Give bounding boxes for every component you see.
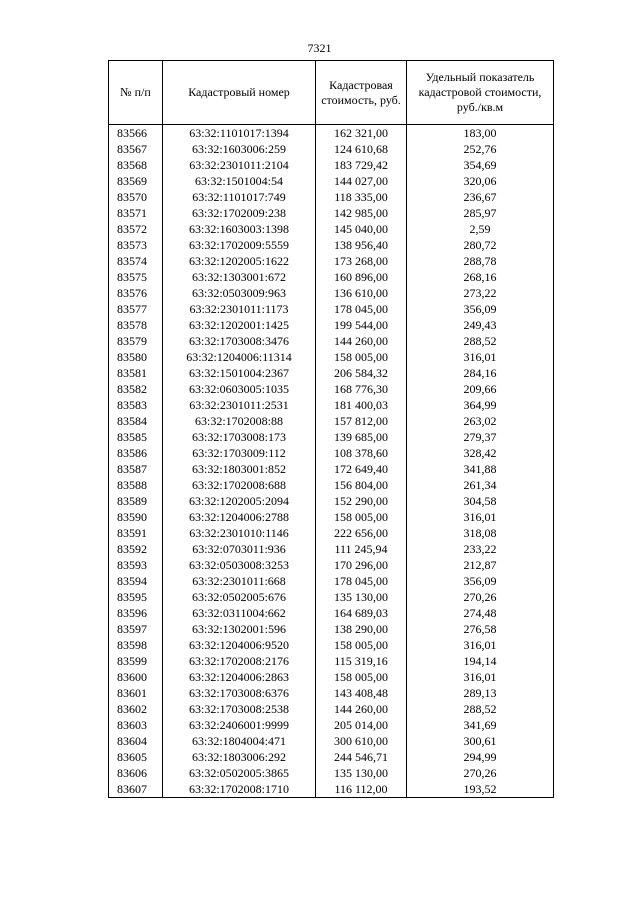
cadastral-number-cell: 63:32:1202005:2094: [163, 493, 316, 509]
specific-value-cell: 276,58: [407, 621, 554, 637]
cadastral-value-cell: 158 005,00: [316, 669, 407, 685]
row-number-cell: 83575: [109, 269, 163, 285]
table-row: [109, 733, 554, 749]
specific-value-cell: 316,01: [407, 669, 554, 685]
table-row: [109, 493, 554, 509]
table-row: [109, 269, 554, 285]
row-number-cell: 83589: [109, 493, 163, 509]
specific-value-cell: 270,26: [407, 589, 554, 605]
cadastral-number-cell: 63:32:1703008:173: [163, 429, 316, 445]
specific-value-cell: 354,69: [407, 157, 554, 173]
table-row: [109, 781, 554, 798]
table-header-row: [109, 61, 554, 125]
cadastral-number-cell: 63:32:1702008:2176: [163, 653, 316, 669]
cadastral-number-cell: 63:32:1703008:3476: [163, 333, 316, 349]
cadastral-number-cell: 63:32:1101017:749: [163, 189, 316, 205]
table-row: [109, 349, 554, 365]
cadastral-value-cell: 157 812,00: [316, 413, 407, 429]
table-row: [109, 621, 554, 637]
row-number-cell: 83569: [109, 173, 163, 189]
cadastral-number-cell: 63:32:0502005:676: [163, 589, 316, 605]
row-number-cell: 83604: [109, 733, 163, 749]
row-number-cell: 83600: [109, 669, 163, 685]
specific-value-cell: 252,76: [407, 141, 554, 157]
row-number-cell: 83599: [109, 653, 163, 669]
row-number-cell: 83597: [109, 621, 163, 637]
table-row: [109, 173, 554, 189]
row-number-cell: 83572: [109, 221, 163, 237]
specific-value-cell: 300,61: [407, 733, 554, 749]
cadastral-value-cell: 164 689,03: [316, 605, 407, 621]
cadastral-number-cell: 63:32:1702008:688: [163, 477, 316, 493]
table-row: [109, 157, 554, 173]
specific-value-cell: 285,97: [407, 205, 554, 221]
cadastral-number-cell: 63:32:1303001:672: [163, 269, 316, 285]
page-number: 7321: [307, 41, 332, 55]
row-number-cell: 83566: [109, 125, 163, 142]
specific-value-cell: 320,06: [407, 173, 554, 189]
cadastral-value-cell: 116 112,00: [316, 781, 407, 798]
table-row: [109, 637, 554, 653]
cadastral-value-cell: 222 656,00: [316, 525, 407, 541]
cadastral-value-cell: 138 290,00: [316, 621, 407, 637]
specific-value-cell: 294,99: [407, 749, 554, 765]
table-row: [109, 141, 554, 157]
specific-value-cell: 288,52: [407, 333, 554, 349]
specific-value-cell: 212,87: [407, 557, 554, 573]
row-number-cell: 83593: [109, 557, 163, 573]
table-row: [109, 525, 554, 541]
row-number-cell: 83570: [109, 189, 163, 205]
cadastral-value-cell: 300 610,00: [316, 733, 407, 749]
row-number-cell: 83574: [109, 253, 163, 269]
specific-value-cell: 364,99: [407, 397, 554, 413]
cadastral-value-cell: 160 896,00: [316, 269, 407, 285]
cadastral-number-cell: 63:32:0603005:1035: [163, 381, 316, 397]
cadastral-value-cell: 183 729,42: [316, 157, 407, 173]
cadastral-number-cell: 63:32:2406001:9999: [163, 717, 316, 733]
cadastral-number-cell: 63:32:1603003:1398: [163, 221, 316, 237]
cadastral-value-cell: 145 040,00: [316, 221, 407, 237]
header-cadastral-number: Кадастровый номер: [163, 61, 316, 125]
specific-value-cell: 274,48: [407, 605, 554, 621]
specific-value-cell: 341,69: [407, 717, 554, 733]
table-row: [109, 557, 554, 573]
specific-value-cell: 249,43: [407, 317, 554, 333]
row-number-cell: 83586: [109, 445, 163, 461]
cadastral-number-cell: 63:32:1603006:259: [163, 141, 316, 157]
table-row: [109, 397, 554, 413]
cadastral-value-cell: 142 985,00: [316, 205, 407, 221]
cadastral-number-cell: 63:32:1501004:54: [163, 173, 316, 189]
cadastral-number-cell: 63:32:2301011:2104: [163, 157, 316, 173]
cadastral-value-cell: 178 045,00: [316, 301, 407, 317]
row-number-cell: 83585: [109, 429, 163, 445]
cadastral-value-cell: 199 544,00: [316, 317, 407, 333]
table-row: [109, 477, 554, 493]
cadastral-number-cell: 63:32:0703011:936: [163, 541, 316, 557]
table-row: [109, 381, 554, 397]
table-row: [109, 541, 554, 557]
table-row: [109, 237, 554, 253]
specific-value-cell: 261,34: [407, 477, 554, 493]
row-number-cell: 83595: [109, 589, 163, 605]
cadastral-number-cell: 63:32:1702008:88: [163, 413, 316, 429]
row-number-cell: 83607: [109, 781, 163, 798]
cadastral-number-cell: 63:32:2301011:2531: [163, 397, 316, 413]
specific-value-cell: 268,16: [407, 269, 554, 285]
table-row: [109, 333, 554, 349]
header-specific-value: Удельный показатель кадастровой стоимости, руб./кв.м: [407, 61, 554, 125]
cadastral-value-cell: 170 296,00: [316, 557, 407, 573]
row-number-cell: 83568: [109, 157, 163, 173]
cadastral-number-cell: 63:32:1803001:852: [163, 461, 316, 477]
cadastral-number-cell: 63:32:0502005:3865: [163, 765, 316, 781]
specific-value-cell: 194,14: [407, 653, 554, 669]
row-number-cell: 83588: [109, 477, 163, 493]
specific-value-cell: 270,26: [407, 765, 554, 781]
cadastral-number-cell: 63:32:1204006:9520: [163, 637, 316, 653]
table-row: [109, 589, 554, 605]
cadastral-number-cell: 63:32:1302001:596: [163, 621, 316, 637]
cadastral-value-cell: 144 027,00: [316, 173, 407, 189]
row-number-cell: 83580: [109, 349, 163, 365]
specific-value-cell: 316,01: [407, 349, 554, 365]
row-number-cell: 83606: [109, 765, 163, 781]
cadastral-value-cell: 205 014,00: [316, 717, 407, 733]
table-row: [109, 461, 554, 477]
cadastral-number-cell: 63:32:1204006:11314: [163, 349, 316, 365]
specific-value-cell: 316,01: [407, 509, 554, 525]
cadastral-number-cell: 63:32:1202001:1425: [163, 317, 316, 333]
row-number-cell: 83592: [109, 541, 163, 557]
cadastral-number-cell: 63:32:1804004:471: [163, 733, 316, 749]
table-row: [109, 653, 554, 669]
specific-value-cell: 236,67: [407, 189, 554, 205]
cadastral-number-cell: 63:32:2301011:1173: [163, 301, 316, 317]
specific-value-cell: 279,37: [407, 429, 554, 445]
cadastral-value-cell: 244 546,71: [316, 749, 407, 765]
cadastral-value-cell: 181 400,03: [316, 397, 407, 413]
cadastral-number-cell: 63:32:1703008:6376: [163, 685, 316, 701]
cadastral-number-cell: 63:32:1702008:1710: [163, 781, 316, 798]
cadastral-value-cell: 173 268,00: [316, 253, 407, 269]
row-number-cell: 83605: [109, 749, 163, 765]
row-number-cell: 83587: [109, 461, 163, 477]
table-header: [109, 61, 554, 125]
cadastral-number-cell: 63:32:1204006:2788: [163, 509, 316, 525]
table-row: [109, 509, 554, 525]
table-row: [109, 765, 554, 781]
cadastral-value-cell: 158 005,00: [316, 637, 407, 653]
row-number-cell: 83598: [109, 637, 163, 653]
header-cadastral-value: Кадастровая стоимость, руб.: [316, 61, 407, 125]
table-row: [109, 685, 554, 701]
cadastral-value-cell: 144 260,00: [316, 333, 407, 349]
specific-value-cell: 193,52: [407, 781, 554, 798]
row-number-cell: 83579: [109, 333, 163, 349]
row-number-cell: 83582: [109, 381, 163, 397]
specific-value-cell: 209,66: [407, 381, 554, 397]
table-row: [109, 125, 554, 142]
cadastral-number-cell: 63:32:2301010:1146: [163, 525, 316, 541]
specific-value-cell: 2,59: [407, 221, 554, 237]
table-body: [109, 125, 554, 798]
cadastral-table: [108, 60, 554, 798]
cadastral-value-cell: 111 245,94: [316, 541, 407, 557]
table-row: [109, 189, 554, 205]
specific-value-cell: 233,22: [407, 541, 554, 557]
cadastral-number-cell: 63:32:0311004:662: [163, 605, 316, 621]
specific-value-cell: 356,09: [407, 573, 554, 589]
cadastral-number-cell: 63:32:1501004:2367: [163, 365, 316, 381]
table-row: [109, 701, 554, 717]
cadastral-value-cell: 136 610,00: [316, 285, 407, 301]
specific-value-cell: 273,22: [407, 285, 554, 301]
specific-value-cell: 356,09: [407, 301, 554, 317]
cadastral-value-cell: 172 649,40: [316, 461, 407, 477]
table-row: [109, 749, 554, 765]
specific-value-cell: 284,16: [407, 365, 554, 381]
table-row: [109, 253, 554, 269]
table-row: [109, 205, 554, 221]
row-number-cell: 83590: [109, 509, 163, 525]
row-number-cell: 83578: [109, 317, 163, 333]
specific-value-cell: 328,42: [407, 445, 554, 461]
specific-value-cell: 341,88: [407, 461, 554, 477]
row-number-cell: 83596: [109, 605, 163, 621]
cadastral-value-cell: 152 290,00: [316, 493, 407, 509]
row-number-cell: 83594: [109, 573, 163, 589]
cadastral-value-cell: 139 685,00: [316, 429, 407, 445]
row-number-cell: 83602: [109, 701, 163, 717]
row-number-cell: 83581: [109, 365, 163, 381]
specific-value-cell: 318,08: [407, 525, 554, 541]
cadastral-value-cell: 158 005,00: [316, 349, 407, 365]
cadastral-number-cell: 63:32:1204006:2863: [163, 669, 316, 685]
cadastral-number-cell: 63:32:0503009:963: [163, 285, 316, 301]
cadastral-value-cell: 144 260,00: [316, 701, 407, 717]
specific-value-cell: 263,02: [407, 413, 554, 429]
row-number-cell: 83571: [109, 205, 163, 221]
cadastral-number-cell: 63:32:1703009:112: [163, 445, 316, 461]
row-number-cell: 83591: [109, 525, 163, 541]
table-row: [109, 717, 554, 733]
cadastral-value-cell: 135 130,00: [316, 589, 407, 605]
row-number-cell: 83576: [109, 285, 163, 301]
cadastral-number-cell: 63:32:1101017:1394: [163, 125, 316, 142]
cadastral-value-cell: 162 321,00: [316, 125, 407, 142]
table-row: [109, 573, 554, 589]
specific-value-cell: 288,78: [407, 253, 554, 269]
specific-value-cell: 183,00: [407, 125, 554, 142]
specific-value-cell: 288,52: [407, 701, 554, 717]
row-number-cell: 83577: [109, 301, 163, 317]
specific-value-cell: 304,58: [407, 493, 554, 509]
row-number-cell: 83601: [109, 685, 163, 701]
header-row-number: № п/п: [109, 61, 163, 125]
cadastral-number-cell: 63:32:1702009:5559: [163, 237, 316, 253]
row-number-cell: 83584: [109, 413, 163, 429]
specific-value-cell: 289,13: [407, 685, 554, 701]
specific-value-cell: 316,01: [407, 637, 554, 653]
cadastral-value-cell: 135 130,00: [316, 765, 407, 781]
table-row: [109, 221, 554, 237]
cadastral-value-cell: 206 584,32: [316, 365, 407, 381]
table-row: [109, 429, 554, 445]
cadastral-value-cell: 178 045,00: [316, 573, 407, 589]
table-row: [109, 605, 554, 621]
cadastral-number-cell: 63:32:2301011:668: [163, 573, 316, 589]
cadastral-number-cell: 63:32:1703008:2538: [163, 701, 316, 717]
cadastral-value-cell: 158 005,00: [316, 509, 407, 525]
table-row: [109, 285, 554, 301]
cadastral-value-cell: 108 378,60: [316, 445, 407, 461]
cadastral-value-cell: 118 335,00: [316, 189, 407, 205]
cadastral-value-cell: 168 776,30: [316, 381, 407, 397]
table-row: [109, 445, 554, 461]
row-number-cell: 83583: [109, 397, 163, 413]
row-number-cell: 83573: [109, 237, 163, 253]
row-number-cell: 83567: [109, 141, 163, 157]
cadastral-value-cell: 115 319,16: [316, 653, 407, 669]
row-number-cell: 83603: [109, 717, 163, 733]
table-row: [109, 365, 554, 381]
cadastral-value-cell: 156 804,00: [316, 477, 407, 493]
cadastral-value-cell: 143 408,48: [316, 685, 407, 701]
table-row: [109, 317, 554, 333]
cadastral-number-cell: 63:32:0503008:3253: [163, 557, 316, 573]
cadastral-number-cell: 63:32:1702009:238: [163, 205, 316, 221]
cadastral-number-cell: 63:32:1803006:292: [163, 749, 316, 765]
cadastral-value-cell: 124 610,68: [316, 141, 407, 157]
cadastral-number-cell: 63:32:1202005:1622: [163, 253, 316, 269]
table-row: [109, 669, 554, 685]
cadastral-value-cell: 138 956,40: [316, 237, 407, 253]
table-row: [109, 413, 554, 429]
table-row: [109, 301, 554, 317]
specific-value-cell: 280,72: [407, 237, 554, 253]
